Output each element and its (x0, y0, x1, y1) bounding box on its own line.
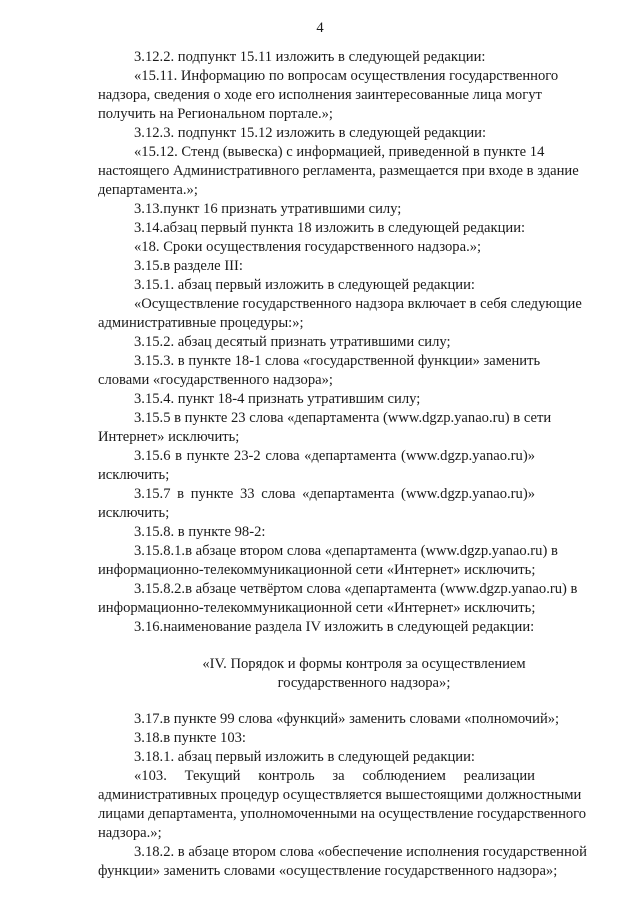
text-line: «103. Текущий контроль за соблюдением реализации (134, 768, 535, 784)
text-line: 3.12.2. подпункт 15.11 изложить в следующей редакции: (134, 49, 486, 65)
text-line: 3.16.наименование раздела IV изложить в следующей редакции: (134, 619, 535, 635)
text-line: административных процедур осуществляется вышестоящими должностными (98, 787, 582, 803)
text-line: 3.15.2. абзац десятый признать утратившими силу; (134, 334, 451, 350)
text-line: Интернет» исключить; (98, 429, 240, 445)
text-line: 3.12.3. подпункт 15.12 изложить в следующей редакции: (134, 125, 487, 141)
text-line: «15.12. Стенд (вывеска) с информацией, приведенной в пункте 14 (134, 144, 545, 160)
text-line: 3.15.6 в пункте 23-2 слова «департамента (www.dgzp.yanao.ru)» (134, 448, 535, 464)
text-line: «Осуществление государственного надзора включает в себя следующие (134, 296, 582, 312)
text-line: департамента.»; (98, 182, 198, 198)
text-line: 3.15.7 в пункте 33 слова «департамента (www.dgzp.yanao.ru)» (134, 486, 535, 502)
text-line: 3.15.в разделе III: (134, 258, 243, 274)
text-line: надзора, сведения о ходе его исполнения заинтересованные лица могут (98, 87, 542, 103)
text-line: 3.18.1. абзац первый изложить в следующей редакции: (134, 749, 475, 765)
text-line: административные процедуры:»; (98, 315, 304, 331)
text-line: 3.17.в пункте 99 слова «функций» заменить словами «полномочий»; (134, 711, 560, 727)
text-line: 3.14.абзац первый пункта 18 изложить в следующей редакции: (134, 220, 526, 236)
text-line: 3.15.4. пункт 18-4 признать утратившим силу; (134, 391, 421, 407)
text-line: исключить; (98, 467, 170, 483)
text-line: исключить; (98, 505, 170, 521)
text-line: 3.15.8.2.в абзаце четвёртом слова «департамента (www.dgzp.yanao.ru) в (134, 581, 578, 597)
text-line: получить на Региональном портале.»; (98, 106, 333, 122)
text-line: настоящего Административного регламента, размещается при входе в здание (98, 163, 579, 179)
text-line: функции» заменить словами «осуществление государственного надзора»; (98, 863, 558, 879)
text-line: «18. Сроки осуществления государственного надзора.»; (134, 239, 482, 255)
text-line: 3.15.8. в пункте 98-2: (134, 524, 266, 540)
text-line: словами «государственного надзора»; (98, 372, 333, 388)
text-line: 3.15.1. абзац первый изложить в следующей редакции: (134, 277, 475, 293)
text-line: надзора.»; (98, 825, 162, 841)
text-line: 3.15.3. в пункте 18-1 слова «государственной функции» заменить (134, 353, 541, 369)
text-line: информационно-телекоммуникационной сети «Интернет» исключить; (98, 600, 536, 616)
page-number: 4 (316, 20, 324, 36)
text-line: 3.13.пункт 16 признать утратившими силу; (134, 201, 402, 217)
text-line: 3.15.5 в пункте 23 слова «департамента (www.dgzp.yanao.ru) в сети (134, 410, 552, 426)
section-heading-line: «IV. Порядок и формы контроля за осуществлением (202, 656, 526, 672)
text-line: 3.18.в пункте 103: (134, 730, 246, 746)
text-line: «15.11. Информацию по вопросам осуществления государственного (134, 68, 559, 84)
text-line: информационно-телекоммуникационной сети «Интернет» исключить; (98, 562, 536, 578)
section-heading-line: государственного надзора»; (277, 675, 451, 691)
text-line: 3.15.8.1.в абзаце втором слова «департамента (www.dgzp.yanao.ru) в (134, 543, 558, 559)
text-line: 3.18.2. в абзаце втором слова «обеспечение исполнения государственной (134, 844, 587, 860)
text-line: лицами департамента, уполномоченными на осуществление государственного (98, 806, 587, 822)
